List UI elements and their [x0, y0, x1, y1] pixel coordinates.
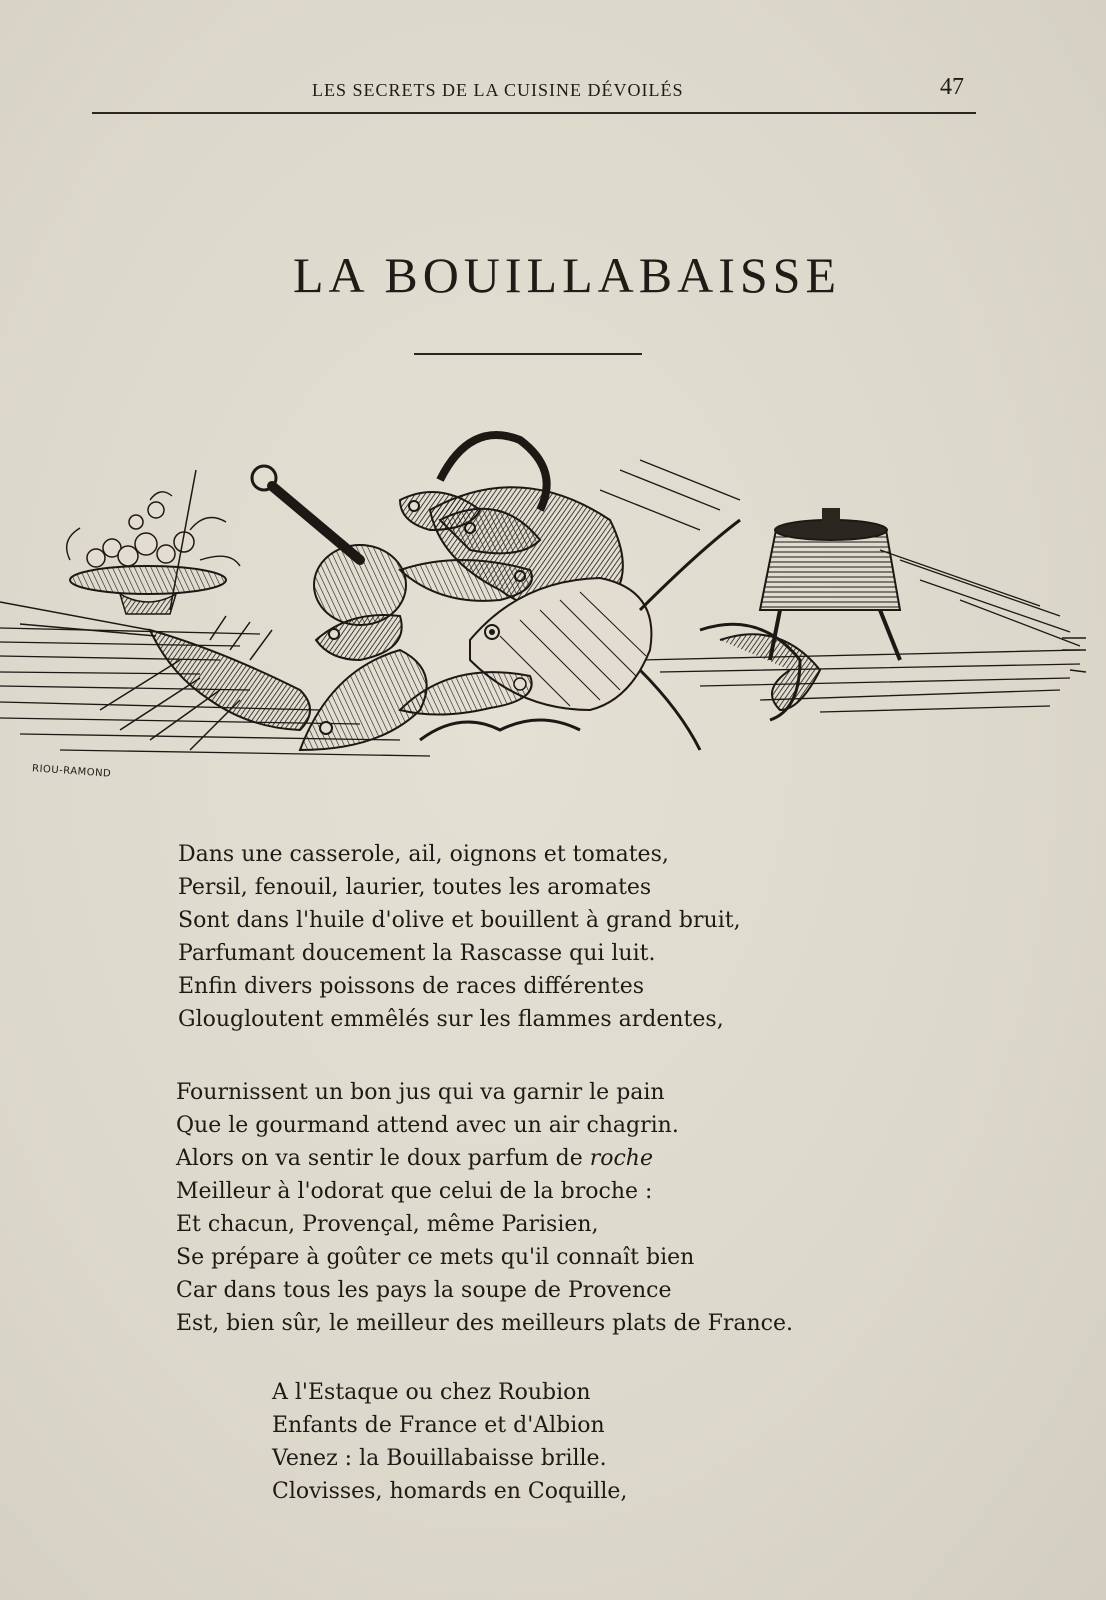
verse-line-with-italic	[176, 1142, 793, 1175]
verse-line: Car dans tous les pays la soupe de Provence	[176, 1278, 672, 1303]
verse-line: Meilleur à l'odorat que celui de la broche :	[176, 1179, 653, 1204]
header-rule	[92, 112, 976, 114]
verse-line: A l'Estaque ou chez Roubion	[272, 1380, 591, 1405]
verse-line: Enfin divers poissons de races différentes	[178, 974, 645, 999]
stanza-1	[178, 838, 741, 1036]
title-rule	[414, 353, 642, 355]
engraver-signature: RIOU-RAMOND	[31, 763, 112, 780]
verse-line: Glougloutent emmêlés sur les flammes ardentes,	[178, 1007, 724, 1032]
verse-line: Dans une casserole, ail, oignons et tomates,	[178, 842, 669, 867]
verse-line: Venez : la Bouillabaisse brille.	[272, 1446, 607, 1471]
page-number: 47	[940, 74, 964, 100]
verse-line: Se prépare à goûter ce mets qu'il connaît bien	[176, 1245, 695, 1270]
verse-line-text: Alors on va sentir le doux parfum de	[176, 1146, 583, 1171]
verse-line: Enfants de France et d'Albion	[272, 1413, 605, 1438]
verse-line: Parfumant doucement la Rascasse qui luit.	[178, 941, 656, 966]
italic-word: roche	[589, 1146, 653, 1171]
verse-line: Persil, fenouil, laurier, toutes les aromates	[178, 875, 652, 900]
verse-line: Fournissent un bon jus qui va garnir le pain	[176, 1080, 665, 1105]
verse-line: Que le gourmand attend avec un air chagrin.	[176, 1113, 679, 1138]
verse-line: Est, bien sûr, le meilleur des meilleurs plats de France.	[176, 1311, 793, 1336]
running-title: LES SECRETS DE LA CUISINE DÉVOILÉS	[312, 80, 684, 100]
still-life-engraving-icon	[0, 410, 1106, 800]
verse-line: Et chacun, Provençal, même Parisien,	[176, 1212, 599, 1237]
verse-line: Clovisses, homards en Coquille,	[272, 1479, 628, 1504]
verse-line: Sont dans l'huile d'olive et bouillent à grand bruit,	[178, 908, 741, 933]
chapter-title: LA BOUILLABAISSE	[292, 247, 842, 303]
stanza-3	[272, 1376, 627, 1508]
running-head	[92, 74, 976, 114]
stanza-2	[176, 1076, 793, 1340]
